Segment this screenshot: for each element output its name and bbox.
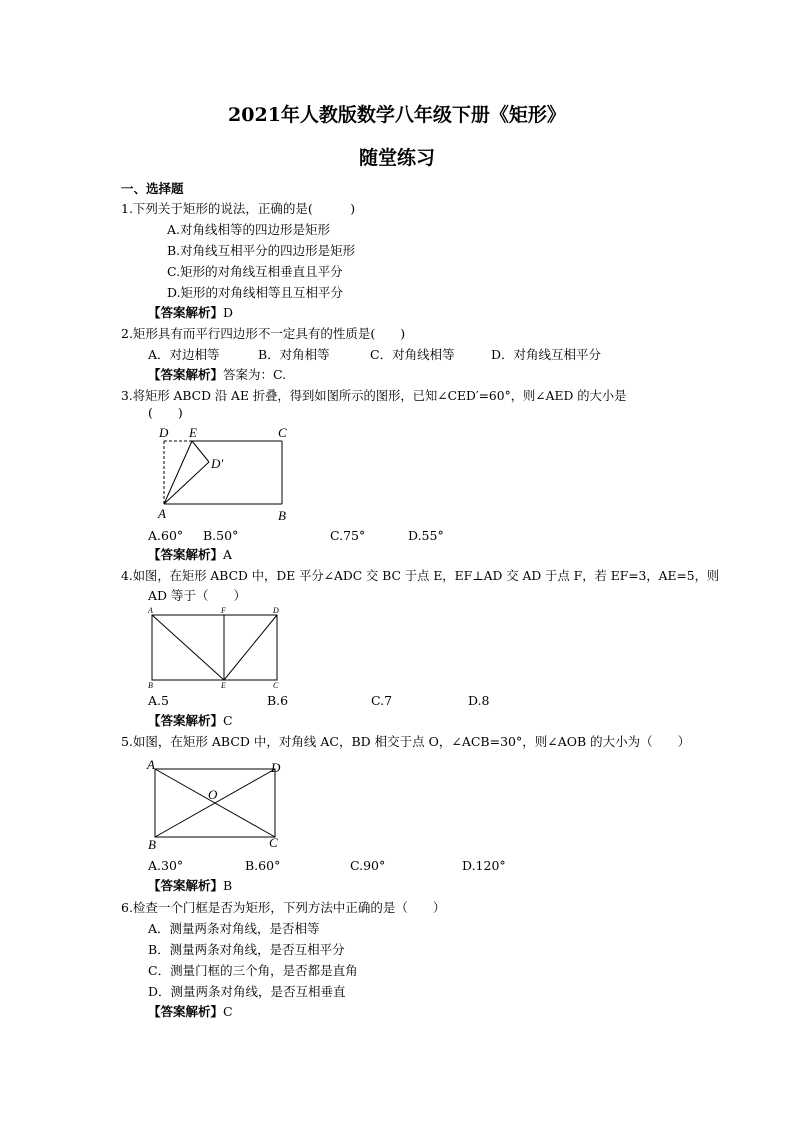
page-title: 2021年人教版数学八年级下册《矩形》 bbox=[228, 104, 566, 126]
q6-option-a: A．测量两条对角线，是否相等 bbox=[148, 921, 320, 936]
q4-option-d: D.8 bbox=[468, 693, 490, 708]
q2-option-c: C．对角线相等 bbox=[370, 347, 455, 362]
q5-stem: 5.如图，在矩形 ABCD 中，对角线 AC，BD 相交于点 O，∠ACB=30°，则∠AOB 的大小为（ ） bbox=[121, 734, 691, 749]
q4-label-b: B bbox=[148, 681, 153, 690]
q5-option-a: A.30° bbox=[148, 858, 184, 873]
q5-option-c: C.90° bbox=[350, 858, 386, 873]
q3-answer-value: A bbox=[223, 547, 233, 562]
q5-label-o: O bbox=[208, 787, 218, 802]
page-subtitle: 随堂练习 bbox=[358, 147, 435, 169]
q2-stem: 2.矩形具有而平行四边形不一定具有的性质是( ) bbox=[121, 326, 406, 341]
q4-label-d: D bbox=[273, 606, 279, 615]
q4-option-c: C.7 bbox=[371, 693, 393, 708]
answer-tag: 【答案解析】 bbox=[148, 713, 224, 728]
q3-option-a: A.60° bbox=[148, 528, 184, 543]
q1-stem: 1.下列关于矩形的说法，正确的是( ) bbox=[121, 201, 356, 216]
q4-label-e: E bbox=[221, 681, 226, 690]
q4-label-f: F bbox=[221, 606, 226, 615]
q1-option-b: B.对角线互相平分的四边形是矩形 bbox=[167, 243, 356, 258]
q4-answer-value: C bbox=[223, 713, 233, 728]
q6-stem: 6.检查一个门框是否为矩形，下列方法中正确的是（ ） bbox=[121, 900, 446, 915]
q6-option-c: C．测量门框的三个角，是否都是直角 bbox=[148, 963, 358, 978]
q3-label-d-prime: D′ bbox=[211, 456, 224, 471]
q6-answer bbox=[148, 1004, 233, 1020]
q6-option-b: B．测量两条对角线，是否互相平分 bbox=[148, 942, 345, 957]
answer-tag: 【答案解析】 bbox=[148, 547, 224, 562]
q2-option-b: B．对角相等 bbox=[258, 347, 330, 362]
q3-label-c: C bbox=[278, 425, 287, 440]
answer-tag: 【答案解析】 bbox=[148, 305, 224, 320]
q5-answer-value: B bbox=[223, 878, 233, 893]
q3-label-e: E bbox=[189, 425, 197, 440]
q3-label-b: B bbox=[278, 508, 286, 523]
q1-answer bbox=[148, 305, 233, 321]
q3-option-b: B.50° bbox=[203, 528, 239, 543]
q3-option-d: D.55° bbox=[408, 528, 444, 543]
q5-option-b: B.60° bbox=[245, 858, 281, 873]
q5-answer bbox=[148, 878, 232, 894]
q3-label-d: D bbox=[159, 425, 169, 440]
q2-answer-value: 答案为：C. bbox=[223, 367, 287, 382]
answer-tag: 【答案解析】 bbox=[148, 1004, 224, 1019]
q3-stem-line2: ( ) bbox=[148, 405, 183, 420]
q4-label-c: C bbox=[273, 681, 279, 690]
q5-label-c: C bbox=[269, 835, 278, 850]
q1-option-c: C.矩形的对角线互相垂直且平分 bbox=[167, 264, 343, 279]
q3-answer bbox=[148, 547, 232, 563]
q4-option-a: A.5 bbox=[148, 693, 169, 708]
q4-answer bbox=[148, 713, 233, 729]
q5-option-d: D.120° bbox=[462, 858, 506, 873]
q1-option-a: A.对角线相等的四边形是矩形 bbox=[167, 222, 331, 237]
q5-label-d: D bbox=[271, 760, 281, 775]
q2-answer bbox=[148, 367, 286, 383]
q5-label-a: A bbox=[147, 757, 155, 772]
q4-stem-line2: AD 等于（ ） bbox=[148, 588, 247, 603]
q5-label-b: B bbox=[148, 837, 156, 852]
q4-figure bbox=[145, 606, 290, 691]
q4-label-a: A bbox=[148, 606, 153, 615]
answer-tag: 【答案解析】 bbox=[148, 878, 224, 893]
q6-answer-value: C bbox=[223, 1004, 233, 1019]
q2-option-d: D．对角线互相平分 bbox=[491, 347, 602, 362]
q3-stem-line1: 3.将矩形 ABCD 沿 AE 折叠，得到如图所示的图形，已知∠CED′=60°，则∠AED 的大小是 bbox=[121, 389, 627, 403]
q3-option-c: C.75° bbox=[330, 528, 366, 543]
section-heading: 一、选择题 bbox=[121, 181, 184, 196]
q6-option-d: D．测量两条对角线，是否互相垂直 bbox=[148, 984, 346, 999]
q4-option-b: B.6 bbox=[267, 693, 289, 708]
q2-option-a: A．对边相等 bbox=[148, 347, 220, 362]
q4-stem-line1: 4.如图，在矩形 ABCD 中，DE 平分∠ADC 交 BC 于点 E，EF⊥AD 交 AD 于点 F，若 EF=3，AE=5，则 bbox=[121, 569, 720, 583]
q5-figure bbox=[145, 755, 290, 855]
q1-option-d: D.矩形的对角线相等且互相平分 bbox=[167, 285, 344, 300]
q3-figure bbox=[145, 422, 305, 527]
q3-label-a: A bbox=[158, 506, 166, 521]
answer-tag: 【答案解析】 bbox=[148, 367, 224, 382]
q1-answer-value: D bbox=[223, 305, 234, 320]
